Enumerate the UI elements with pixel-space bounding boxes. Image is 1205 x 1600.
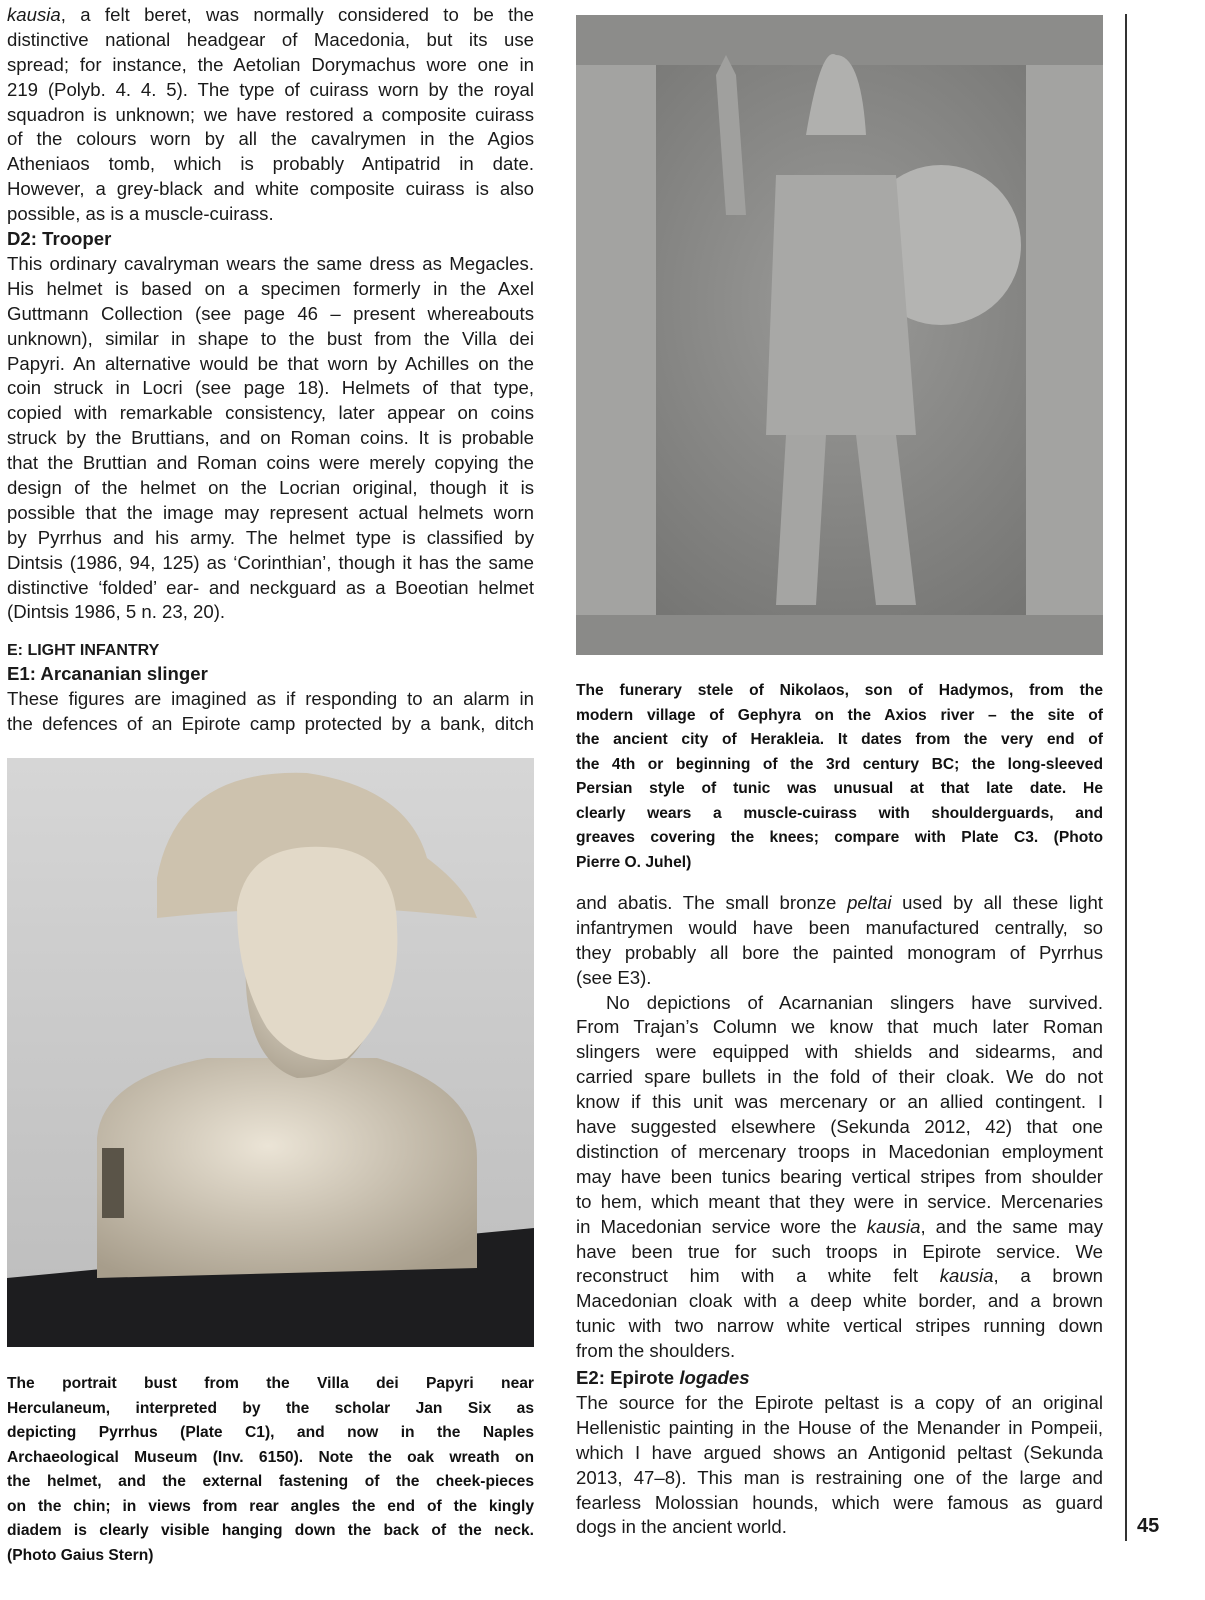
text-line: (Dintsis 1986, 5 n. 23, 20). bbox=[7, 601, 226, 623]
text-line bbox=[576, 1264, 1103, 1289]
text-line: of the colours worn by all the cavalrymen in the Agios bbox=[7, 128, 534, 150]
text-line: The funerary stele of Nikolaos, son of Hadymos, from the bbox=[576, 682, 1103, 699]
italic-term: kausia bbox=[939, 1265, 994, 1287]
text-line: from the shoulders. bbox=[576, 1340, 736, 1362]
italic-term: kausia bbox=[866, 1215, 921, 1237]
page-number: 45 bbox=[1137, 1515, 1160, 1537]
bust-caption bbox=[7, 1372, 534, 1568]
paragraph-e2 bbox=[576, 1391, 1103, 1540]
text-segment: , a brown bbox=[993, 1265, 1103, 1287]
text-line: Pierre O. Juhel) bbox=[576, 853, 692, 871]
text-line: modern village of Gephyra on the Axios river – the site of bbox=[576, 706, 1103, 724]
text-line: The portrait bust from the Villa dei Papyri near bbox=[7, 1375, 534, 1392]
text-line: dogs in the ancient world. bbox=[576, 1516, 787, 1538]
text-line: spread; for instance, the Aetolian Dorymachus wore one in bbox=[7, 53, 534, 75]
text-line: However, a grey-black and white composite cuirass is also bbox=[7, 178, 534, 200]
text-line: unknown), similar in shape to the bust from the Villa dei bbox=[7, 327, 534, 349]
text-line: the 4th or beginning of the 3rd century BC; the long-sleeved bbox=[576, 755, 1103, 773]
text-line: tunic with two narrow white vertical stripes running down bbox=[576, 1315, 1103, 1337]
text-line: Archaeological Museum (Inv. 6150). Note the oak wreath on bbox=[7, 1448, 534, 1466]
text-line: distinctive national headgear of Macedonia, but its use bbox=[7, 28, 534, 50]
text-line: have been true for such troops in Epirote service. We bbox=[576, 1240, 1103, 1262]
stele-caption bbox=[576, 679, 1103, 875]
text-line: squadron is unknown; we have restored a composite cuirass bbox=[7, 103, 534, 125]
text-line: Persian style of tunic was unusual at that late date. He bbox=[576, 780, 1103, 797]
text-line: This ordinary cavalryman wears the same dress as Megacles. bbox=[7, 253, 534, 274]
text-segment: used by all these light bbox=[891, 892, 1103, 913]
text-line: distinctive ‘folded’ ear- and neckguard as a Boeotian helmet bbox=[7, 576, 534, 598]
text-line: have suggested elsewhere (Sekunda 2012, 42) that one bbox=[576, 1116, 1103, 1138]
text-line: Macedonian cloak with a deep white border, and a brown bbox=[576, 1290, 1103, 1312]
italic-term: peltai bbox=[847, 892, 892, 913]
text-line: they probably all bore the painted monogram of Pyrrhus bbox=[576, 941, 1103, 963]
text-line: Dintsis (1986, 94, 125) as ‘Corinthian’, though it has the same bbox=[7, 551, 534, 573]
stele-photo bbox=[576, 15, 1103, 655]
text-line: on the chin; in views from rear angles the end of the kingly bbox=[7, 1497, 534, 1515]
text-line: 2013, 47–8). This man is restraining one of the large and bbox=[576, 1466, 1103, 1488]
text-line: depicting Pyrrhus (Plate C1), and now in the Naples bbox=[7, 1424, 534, 1441]
text-segment: in Macedonian service wore the bbox=[576, 1215, 867, 1237]
heading-e1: E1: Arcananian slinger bbox=[7, 663, 208, 684]
text-line: infantrymen would have been manufactured centrally, so bbox=[576, 916, 1103, 938]
text-line: by Pyrrhus and his army. The helmet type is classified by bbox=[7, 526, 534, 548]
text-segment: and abatis. The small bronze bbox=[576, 892, 848, 913]
text-line: possible that the image may represent actual helmets worn bbox=[7, 501, 534, 523]
text-line: to hem, which meant that they were in service. Mercenaries bbox=[576, 1190, 1103, 1212]
paragraph-d2 bbox=[7, 252, 534, 625]
text-segment: , a felt beret, was normally considered to be the bbox=[60, 4, 534, 25]
text-line: Atheniaos tomb, which is probably Antipatrid in date. bbox=[7, 153, 534, 175]
text-line: distinction of mercenary troops in Macedonian employment bbox=[576, 1140, 1103, 1162]
text-line: fearless Molossian hounds, which were famous as guard bbox=[576, 1491, 1103, 1513]
text-line bbox=[576, 891, 1103, 916]
text-line: the ancient city of Herakleia. It dates from the very end of bbox=[576, 731, 1103, 748]
heading-e: E: LIGHT INFANTRY bbox=[7, 642, 160, 659]
text-line: coin struck in Locri (see page 18). Helmets of that type, bbox=[7, 377, 534, 399]
text-line: Herculaneum, interpreted by the scholar Jan Six as bbox=[7, 1399, 534, 1417]
text-line: 219 (Polyb. 4. 4. 5). The type of cuirass worn by the royal bbox=[7, 78, 534, 100]
italic-term: logades bbox=[679, 1367, 750, 1388]
margin-rule bbox=[1125, 14, 1127, 1541]
text-line: carried spare bullets in the fold of their cloak. We do not bbox=[576, 1066, 1103, 1088]
text-line: clearly wears a muscle-cuirass with shoulderguards, and bbox=[576, 804, 1103, 822]
text-line: diadem is clearly visible hanging down the back of the neck. bbox=[7, 1522, 534, 1539]
text-line: (Photo Gaius Stern) bbox=[7, 1546, 154, 1564]
text-segment: E2: Epirote bbox=[576, 1367, 680, 1388]
heading-d2: D2: Trooper bbox=[7, 228, 112, 249]
text-line: know if this unit was mercenary or an allied contingent. I bbox=[576, 1091, 1103, 1113]
text-line: His helmet is based on a specimen formerly in the Axel bbox=[7, 277, 534, 299]
text-line: which I have argued shows an Antigonid peltast (Sekunda bbox=[576, 1441, 1103, 1463]
paragraph-slingers bbox=[576, 991, 1103, 1364]
text-line bbox=[576, 1215, 1103, 1240]
text-line: These figures are imagined as if responding to an alarm in bbox=[7, 688, 534, 709]
text-line: slingers were equipped with shields and sidearms, and bbox=[576, 1041, 1103, 1063]
text-line: Guttmann Collection (see page 46 – present whereabouts bbox=[7, 302, 534, 324]
text-line bbox=[7, 3, 534, 28]
paragraph-kausia bbox=[7, 3, 534, 227]
text-line: possible, as is a muscle-cuirass. bbox=[7, 203, 274, 225]
text-line: design of the helmet on the Locrian original, though it is bbox=[7, 477, 534, 499]
text-line: (see E3). bbox=[576, 966, 652, 988]
text-line: The source for the Epirote peltast is a copy of an original bbox=[576, 1392, 1103, 1413]
paragraph-e1 bbox=[7, 687, 534, 737]
italic-term: kausia bbox=[7, 4, 61, 25]
text-line: that the Bruttian and Roman coins were merely copying the bbox=[7, 452, 534, 474]
text-line: the helmet, and the external fastening of the cheek-pieces bbox=[7, 1473, 534, 1490]
text-line: copied with remarkable consistency, later appear on coins bbox=[7, 402, 534, 424]
text-line: the defences of an Epirote camp protected by a bank, ditch bbox=[7, 712, 534, 734]
heading-e2 bbox=[576, 1366, 750, 1391]
text-line: Papyri. An alternative would be that worn by Achilles on the bbox=[7, 352, 534, 374]
text-line: From Trajan’s Column we know that much later Roman bbox=[576, 1016, 1103, 1038]
text-line: No depictions of Acarnanian slingers have survived. bbox=[606, 991, 1103, 1013]
text-line: may have been tunics bearing vertical stripes from shoulder bbox=[576, 1165, 1103, 1187]
text-segment: , and the same may bbox=[920, 1215, 1103, 1237]
text-line: greaves covering the knees; compare with Plate C3. (Photo bbox=[576, 829, 1103, 846]
text-segment: reconstruct him with a white felt bbox=[576, 1265, 940, 1287]
text-line: struck by the Bruttians, and on Roman coins. It is probable bbox=[7, 427, 534, 449]
paragraph-abatis bbox=[576, 891, 1103, 991]
text-line: Hellenistic painting in the House of the Menander in Pompeii, bbox=[576, 1416, 1103, 1438]
bust-photo bbox=[7, 758, 534, 1347]
